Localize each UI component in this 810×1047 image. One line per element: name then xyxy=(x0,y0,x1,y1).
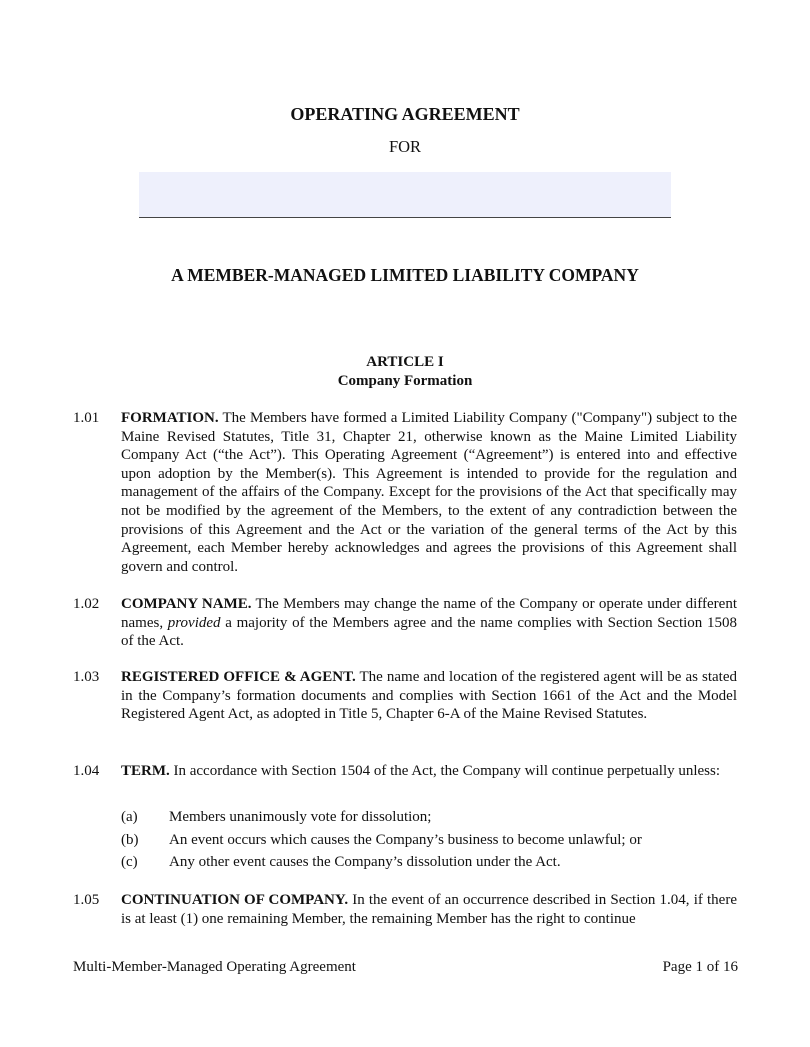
section-number: 1.03 xyxy=(73,669,100,685)
section-text: The name and location of the registered agent will be as stated in the Company’s formation documents and complies with Section 1661 of the Act and the Model Registered Agent Act, as adopted in Title 5, Chapter 6-A of the Maine Revised Statutes. xyxy=(121,669,737,723)
section-text-italic: provided xyxy=(167,614,221,631)
document-title: OPERATING AGREEMENT xyxy=(290,104,520,124)
article-number: ARTICLE I xyxy=(366,354,444,370)
section-1-03 xyxy=(121,668,737,724)
section-text: The Members have formed a Limited Liability Company ("Company") subject to the Maine Revised Statutes, Title 31, Chapter 21, otherwise known as the Maine Limited Liability Company Act (“the Act”). This Operating Agreement (“Agreement”) is entered into and effective upon adoption by the Member(s). This Agreement is intended to provide for the regulation and management of the affairs of the Company. Except for the provisions of the Act that specifically may not be modified by the agreement of the Members, to the extent of any contradiction between the provisions of this Agreement and the Act or the variation of the general terms of the Act by this Agreement, each Member hereby acknowledges and agrees the provisions of this Agreement shall govern and control. xyxy=(121,410,737,575)
section-text: In accordance with Section 1504 of the Act, the Company will continue perpetually unless: xyxy=(169,763,721,779)
list-item-text: Members unanimously vote for dissolution; xyxy=(169,809,432,825)
section-1-01 xyxy=(121,409,737,576)
document-subtitle: A MEMBER-MANAGED LIMITED LIABILITY COMPANY xyxy=(171,265,639,285)
section-heading: REGISTERED OFFICE & AGENT. xyxy=(121,669,356,685)
article-title: Company Formation xyxy=(337,373,473,389)
company-name-field[interactable] xyxy=(139,172,671,218)
section-number: 1.01 xyxy=(73,410,100,426)
list-item-letter: (c) xyxy=(121,854,138,870)
section-1-05 xyxy=(121,891,737,928)
section-heading: CONTINUATION OF COMPANY. xyxy=(121,892,349,908)
footer-document-name: Multi-Member-Managed Operating Agreement xyxy=(73,959,356,975)
section-number: 1.04 xyxy=(73,763,100,779)
list-item-text: An event occurs which causes the Company’s business to become unlawful; or xyxy=(169,832,642,848)
list-item-letter: (a) xyxy=(121,809,138,825)
section-1-02 xyxy=(121,595,737,651)
list-item-letter: (b) xyxy=(121,832,139,848)
list-item-text: Any other event causes the Company’s dissolution under the Act. xyxy=(169,854,561,870)
section-number: 1.05 xyxy=(73,892,100,908)
section-heading: FORMATION. xyxy=(121,410,219,426)
section-text: a majority of the Members agree and the name complies with Section Section 1508 of the Act. xyxy=(121,614,737,650)
footer-page-number: Page 1 of 16 xyxy=(662,959,738,975)
for-label: FOR xyxy=(388,137,422,156)
section-1-04 xyxy=(121,762,737,781)
section-number: 1.02 xyxy=(73,596,100,612)
section-text: The Members may change the name of the Company or operate under different names, xyxy=(121,596,738,631)
section-text: In the event of an occurrence described in Section 1.04, if there is at least (1) one remaining Member, the remaining Member has the right to continue xyxy=(121,892,737,927)
section-heading: COMPANY NAME. xyxy=(121,596,252,612)
section-heading: TERM. xyxy=(121,763,170,779)
